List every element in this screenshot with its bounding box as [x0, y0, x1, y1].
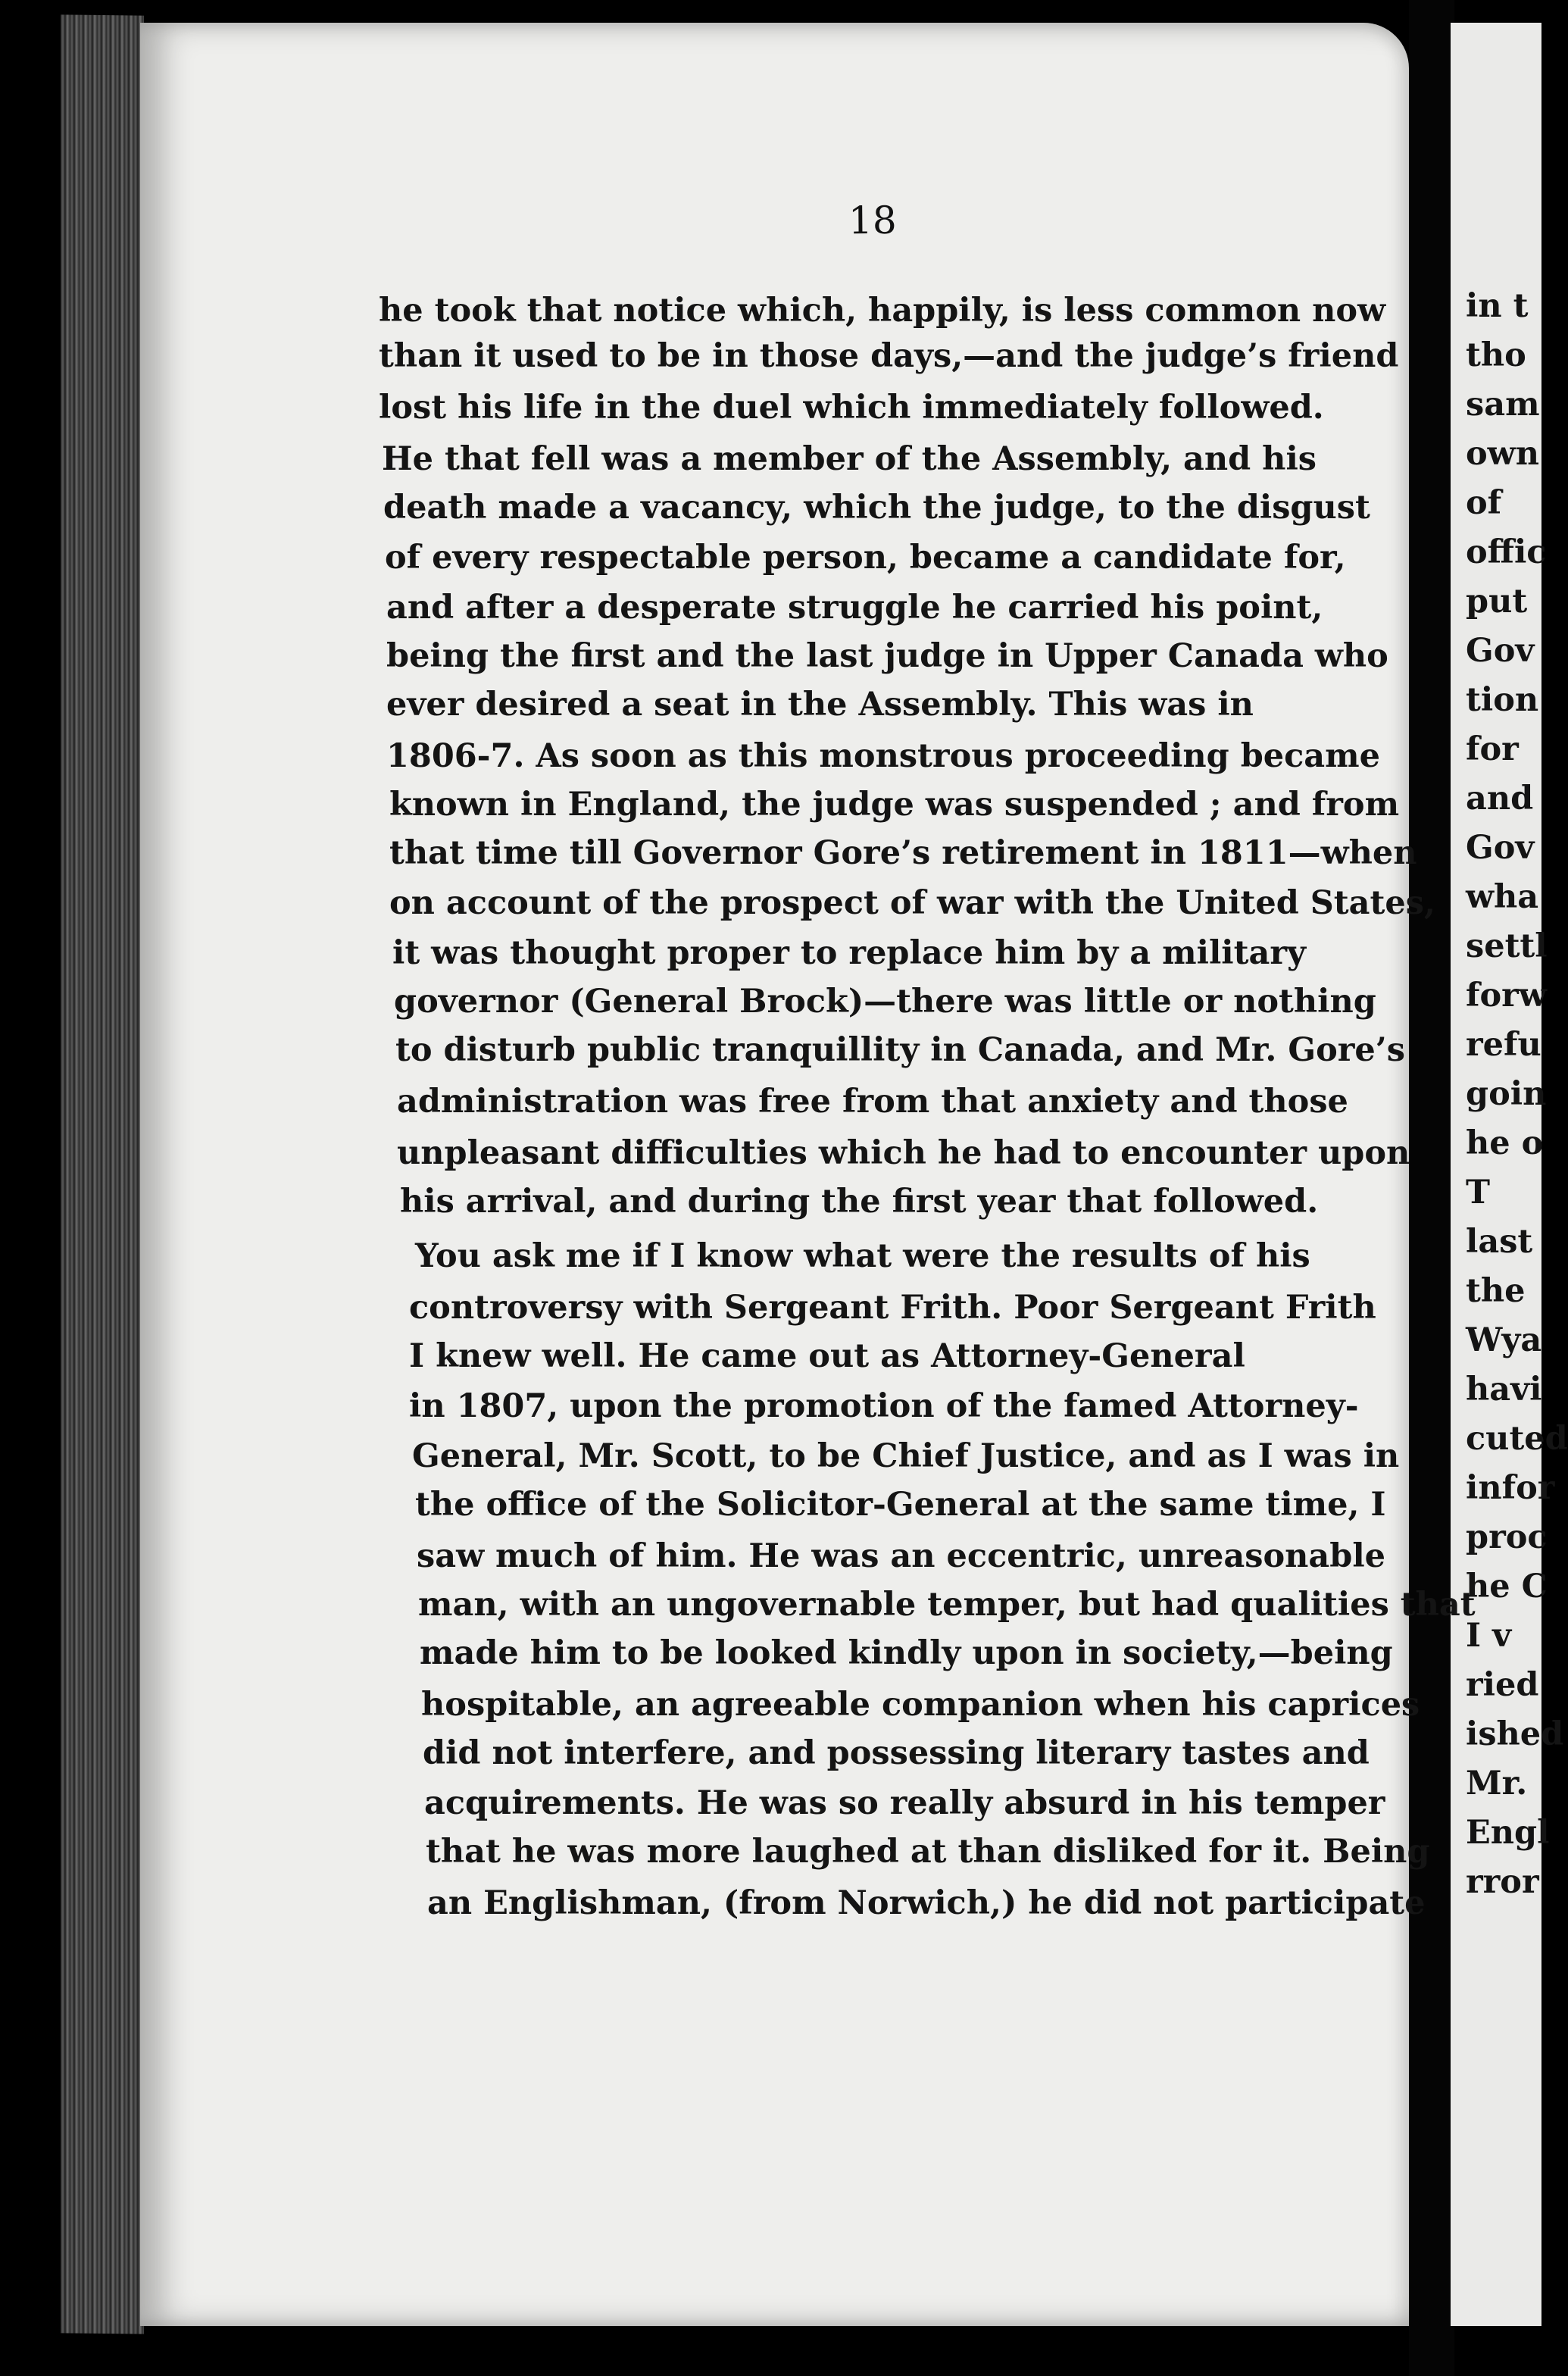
text-line: his arrival, and during the first year that followed.	[400, 1183, 1319, 1221]
text-line: it was thought proper to replace him by a military	[392, 934, 1306, 972]
next-page-fragment: wha	[1466, 878, 1539, 916]
next-page-fragment: put	[1466, 583, 1528, 621]
book-gutter	[1409, 0, 1454, 2376]
text-line: acquirements. He was so really absurd in his temper	[424, 1784, 1385, 1822]
page-edge-stack	[61, 14, 144, 2334]
text-line: that he was more laughed at than disliked for it. Being	[426, 1833, 1430, 1871]
next-page-fragment: havi	[1466, 1371, 1542, 1408]
text-line: of every respectable person, became a candidate for,	[385, 539, 1346, 577]
next-page-fragment: I v	[1466, 1617, 1512, 1655]
next-page-fragment: own	[1466, 435, 1539, 473]
next-page-fragment: sam	[1466, 386, 1540, 424]
next-page-fragment: he o	[1466, 1124, 1544, 1162]
text-line: death made a vacancy, which the judge, to the disgust	[383, 489, 1370, 527]
text-line: to disturb public tranquillity in Canada, and Mr. Gore’s	[395, 1031, 1405, 1069]
text-line: ever desired a seat in the Assembly. This was in	[386, 686, 1254, 724]
next-page-fragment: T	[1466, 1174, 1490, 1211]
next-page-fragment: goin	[1466, 1075, 1547, 1113]
next-page-fragment: ried	[1466, 1666, 1539, 1704]
next-page-fragment: Wya	[1466, 1321, 1542, 1359]
text-line: controversy with Sergeant Frith. Poor Sergeant Frith	[409, 1289, 1376, 1327]
next-page-fragment: in t	[1466, 287, 1529, 325]
next-page-fragment: Engl	[1466, 1814, 1550, 1852]
text-line: than it used to be in those days,—and the judge’s friend	[379, 337, 1399, 375]
next-page-fragment: refu	[1466, 1026, 1541, 1064]
text-line: and after a desperate struggle he carried his point,	[386, 589, 1323, 627]
next-page-fragment: tho	[1466, 336, 1526, 374]
next-page-fragment: Gov	[1466, 632, 1535, 670]
next-page-fragment: and	[1466, 780, 1534, 818]
next-page-fragment: Gov	[1466, 829, 1535, 867]
text-line: did not interfere, and possessing literary tastes and	[423, 1734, 1370, 1772]
text-line: I knew well. He came out as Attorney-General	[409, 1337, 1245, 1375]
text-line: saw much of him. He was an eccentric, unreasonable	[417, 1537, 1386, 1575]
text-line: hospitable, an agreeable companion when his caprices	[421, 1686, 1420, 1724]
next-page-fragment: of	[1466, 484, 1502, 522]
text-line: General, Mr. Scott, to be Chief Justice, and as I was in	[412, 1437, 1400, 1475]
text-line: governor (General Brock)—there was little or nothing	[394, 983, 1376, 1021]
text-line: made him to be looked kindly upon in society,—being	[420, 1634, 1393, 1672]
text-line: unpleasant difficulties which he had to encounter upon	[397, 1134, 1410, 1172]
next-page-fragment: settl	[1466, 927, 1548, 965]
right-page-fragment	[1451, 23, 1568, 2326]
next-page-fragment: ished	[1466, 1715, 1564, 1753]
text-line: known in England, the judge was suspended ; and from	[389, 786, 1400, 824]
text-line: lost his life in the duel which immediately followed.	[379, 389, 1324, 427]
next-page-fragment: for	[1466, 730, 1519, 768]
text-line: 1806-7. As soon as this monstrous proceeding became	[386, 737, 1381, 775]
text-line: in 1807, upon the promotion of the famed Attorney-	[409, 1387, 1359, 1425]
next-page-fragment: the	[1466, 1272, 1526, 1310]
text-line: He that fell was a member of the Assembly, and his	[382, 440, 1317, 478]
page-number: 18	[848, 198, 897, 243]
body-text	[379, 288, 1476, 2152]
next-page-fragment: tion	[1466, 681, 1539, 719]
next-page-fragment: forw	[1466, 977, 1547, 1014]
text-line: that time till Governor Gore’s retirement in 1811—when	[389, 834, 1417, 872]
text-line: an Englishman, (from Norwich,) he did not participate	[427, 1884, 1426, 1922]
text-line: the office of the Solicitor-General at the same time, I	[415, 1486, 1386, 1524]
next-page-fragment: cuted	[1466, 1420, 1568, 1458]
paragraph-start-line: You ask me if I know what were the results of his	[415, 1237, 1310, 1275]
text-line: man, with an ungovernable temper, but had qualities that	[418, 1586, 1476, 1624]
next-page-fragment: offic	[1466, 533, 1547, 571]
next-page-fragment: proc	[1466, 1518, 1548, 1556]
text-line: being the first and the last judge in Upper Canada who	[386, 637, 1388, 675]
next-page-fragment: last	[1466, 1223, 1533, 1261]
text-line: on account of the prospect of war with the United States,	[389, 884, 1435, 922]
next-page-fragment: rror	[1466, 1863, 1539, 1901]
text-line: administration was free from that anxiety and those	[397, 1083, 1348, 1121]
text-line: he took that notice which, happily, is less common now	[379, 292, 1386, 330]
next-page-fragment: infor	[1466, 1469, 1555, 1507]
next-page-fragment: he C	[1466, 1568, 1548, 1605]
next-page-fragment: Mr.	[1466, 1765, 1528, 1802]
